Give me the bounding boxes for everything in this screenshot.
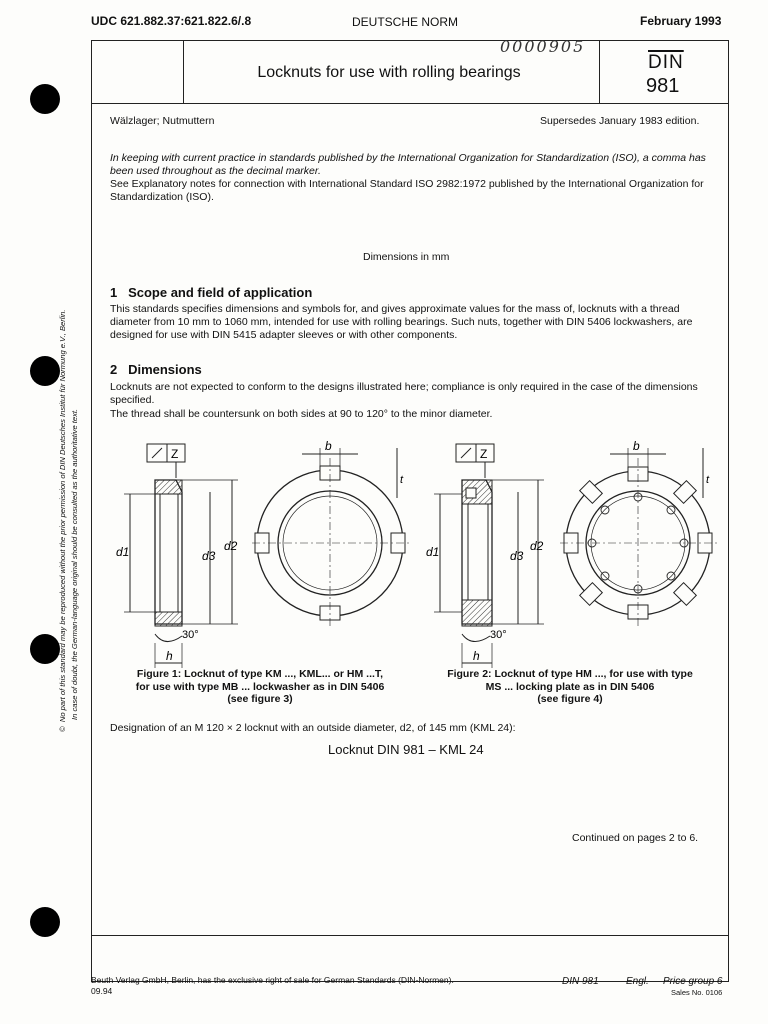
punch-hole [30, 907, 60, 937]
continued-note: Continued on pages 2 to 6. [572, 832, 699, 844]
datum-z-label: Z [171, 447, 179, 461]
slot [580, 583, 603, 606]
udc-code: UDC 621.882.37:621.822.6/.8 [91, 14, 252, 28]
thread-section-bottom [462, 600, 492, 626]
d3-label: d3 [202, 549, 216, 563]
issue-date: February 1993 [640, 14, 722, 28]
section-1-text: This standards specifies dimensions and symbols for, and gives approximate values for the mass of, locknuts with a thread diameter from 10 mm to 1060 mm, intended for use with rolling bearings. Such nuts, together with DIN 5406 lockwashers, are designed for use with DIN 5415 adapter sleeves or with other components. [110, 303, 693, 341]
d2-label: d2 [224, 539, 238, 553]
footer-din-ref: DIN 981 [562, 976, 599, 987]
b-label: b [633, 439, 640, 453]
decimal-marker-note: In keeping with current practice in standards published by the International Organization for Standardization (ISO), a comma has been used throughout as the decimal marker. [110, 152, 706, 177]
d2-label: d2 [530, 539, 544, 553]
thread-section-bottom [155, 612, 182, 626]
figure-1-front-view [252, 438, 412, 648]
angle-label: 30° [182, 629, 199, 641]
section-2-text-1: Locknuts are not expected to conform to the designs illustrated here; compliance is only required in the case of the dimensions specified. [110, 381, 698, 406]
din-label: $\overline{DIN}$ [648, 52, 684, 73]
section-2-heading: 2 Dimensions [110, 362, 202, 377]
figure-2-caption: Figure 2: Locknut of type HM ..., for use with type MS ... locking plate as in DIN 5406 (see figure 4) [447, 668, 693, 705]
b-label: b [325, 439, 332, 453]
figure-2-front-view [560, 438, 720, 648]
datum-z-label: Z [480, 447, 488, 461]
designation-text: Designation of an M 120 × 2 locknut with an outside diameter, d2, of 145 mm (KML 24): [110, 722, 516, 734]
section-2-text-2: The thread shall be countersunk on both sides at 90 to 120° to the minor diameter. [110, 408, 493, 420]
d1-label: d1 [426, 545, 440, 559]
slot [580, 481, 603, 504]
thread-section-top [155, 480, 182, 494]
h-label: h [166, 649, 173, 663]
punch-hole [30, 84, 60, 114]
sidebar-line-1: © No part of this standard may be reproduced without the prior permission of DIN Deutsches Institut für Normung e.V., Berlin. [58, 309, 67, 732]
footer-code: 09.94 [91, 986, 113, 996]
d3-label: d3 [510, 549, 524, 563]
h-label: h [473, 649, 480, 663]
german-title: Wälzlager; Nutmuttern [110, 115, 215, 127]
din-number: 981 [646, 75, 680, 97]
figure-1-side-view [110, 438, 250, 668]
screw-hole [466, 488, 476, 498]
explanatory-note: See Explanatory notes for connection with International Standard ISO 2982:1972 published by the International Organization for Standardization (ISO). [110, 178, 704, 203]
sales-number: Sales No. 0106 [671, 988, 723, 997]
footer-language: Engl. [626, 976, 649, 987]
t-label: t [706, 474, 710, 486]
section-1-heading: 1 Scope and field of application [110, 285, 313, 300]
norm-label: DEUTSCHE NORM [352, 15, 459, 29]
page-title: Locknuts for use with rolling bearings [257, 64, 521, 81]
sidebar-line-2: In case of doubt, the German-language original should be consulted as the authoritative text. [70, 408, 79, 720]
footer-divider [91, 935, 729, 936]
slot [674, 481, 697, 504]
designation-example: Locknut DIN 981 – KML 24 [328, 742, 484, 757]
slot [674, 583, 697, 606]
d1-label: d1 [116, 545, 130, 559]
publisher-note: Beuth Verlag GmbH, Berlin, has the exclusive right of sale for German Standards (DIN-Normen). [91, 975, 454, 985]
registration-stamp: 0000905 [500, 37, 586, 56]
angle-label: 30° [490, 629, 507, 641]
t-label: t [400, 474, 404, 486]
figure-1-caption: Figure 1: Locknut of type KM ..., KML... or HM ...T, for use with type MB ... lockwasher as in DIN 5406 (see figure 3) [135, 668, 385, 705]
supersedes-note: Supersedes January 1983 edition. [540, 115, 700, 127]
figure-2-side-view [420, 438, 560, 668]
price-group: Price group 6 [663, 976, 723, 987]
dimensions-note: Dimensions in mm [363, 251, 450, 263]
header-divider [599, 40, 600, 104]
